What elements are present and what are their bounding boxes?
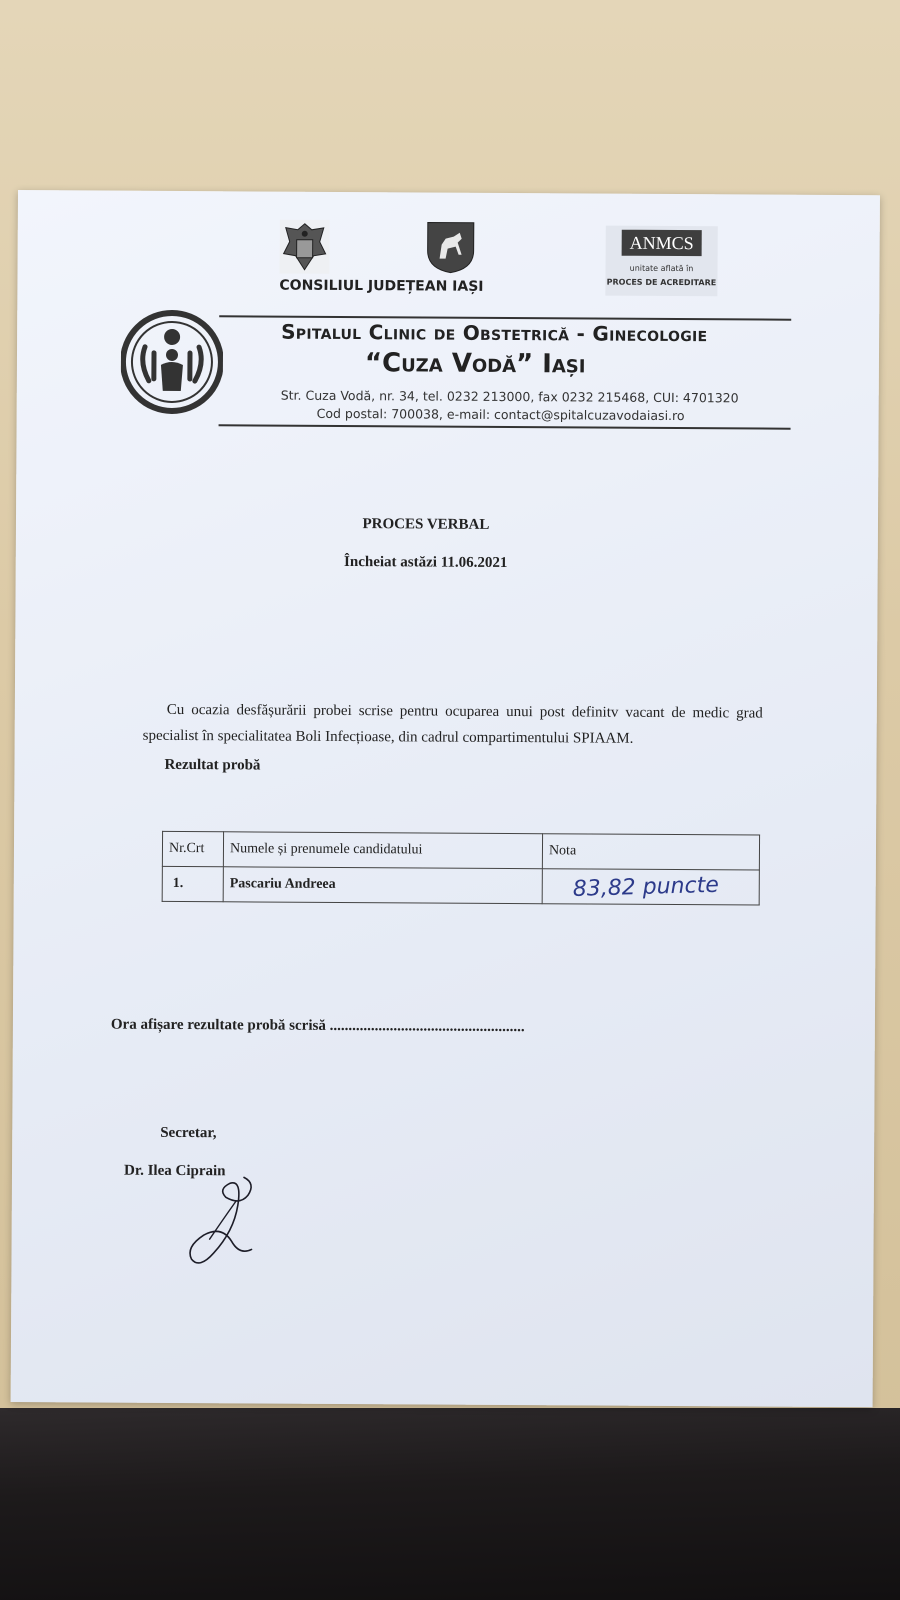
anmcs-badge bbox=[605, 226, 717, 297]
hospital-address-line2: Cod postal: 700038, e-mail: contact@spitalcuzavodaiasi.ro bbox=[316, 405, 685, 424]
anmcs-line1: unitate aflată în bbox=[629, 263, 694, 274]
header-rule-bottom bbox=[219, 424, 791, 429]
display-time-dots: .................................................... bbox=[329, 1017, 525, 1036]
row-name: Pascariu Andreea bbox=[223, 867, 542, 904]
signature-name: Dr. Ilea Ciprain bbox=[123, 1162, 226, 1180]
iasi-county-shield-icon bbox=[425, 220, 475, 274]
header-name: Numele și prenumele candidatului bbox=[223, 832, 542, 869]
table-header-row bbox=[162, 831, 759, 870]
result-label: Rezultat probă bbox=[164, 756, 261, 774]
display-time-line bbox=[111, 1017, 525, 1037]
document-date: Încheiat astăzi 11.06.2021 bbox=[344, 553, 508, 571]
hospital-name-line1: Spitalul Clinic de Obstetrică - Ginecologie bbox=[281, 319, 708, 347]
anmcs-line2: PROCES DE ACREDITARE bbox=[606, 277, 717, 288]
body-paragraph: Cu ocazia desfășurării probei scrise pentru ocuparea unui post definitv vacant de medic grad specialist în specialitatea Boli Infecțioase, din cadrul compartimentului SPIAAM. bbox=[142, 701, 763, 747]
signature-role: Secretar, bbox=[160, 1124, 217, 1142]
header-grade: Nota bbox=[542, 834, 759, 870]
handwritten-grade: 83,82 puncte bbox=[572, 872, 720, 902]
table-row bbox=[162, 866, 759, 905]
results-table bbox=[162, 831, 760, 906]
document-title: PROCES VERBAL bbox=[362, 516, 490, 533]
anmcs-logo: ANMCS bbox=[622, 230, 702, 256]
hospital-name-line2: “Cuza Vodă” Iași bbox=[364, 348, 586, 380]
document-page bbox=[11, 190, 880, 1407]
council-name: CONSILIUL JUDEȚEAN IAȘI bbox=[279, 277, 484, 295]
hospital-logo-icon bbox=[121, 309, 224, 416]
hospital-address-line1: Str. Cuza Vodă, nr. 34, tel. 0232 213000, fax 0232 215468, CUI: 4701320 bbox=[280, 387, 739, 406]
display-time-label: Ora afișare rezultate probă scrisă bbox=[110, 1016, 326, 1034]
header-nr: Nr.Crt bbox=[162, 831, 223, 866]
romania-coat-of-arms-icon bbox=[279, 220, 329, 274]
handwritten-signature bbox=[181, 1171, 272, 1272]
row-grade bbox=[542, 869, 759, 905]
desk-edge bbox=[0, 1408, 900, 1600]
row-nr: 1. bbox=[162, 866, 223, 901]
